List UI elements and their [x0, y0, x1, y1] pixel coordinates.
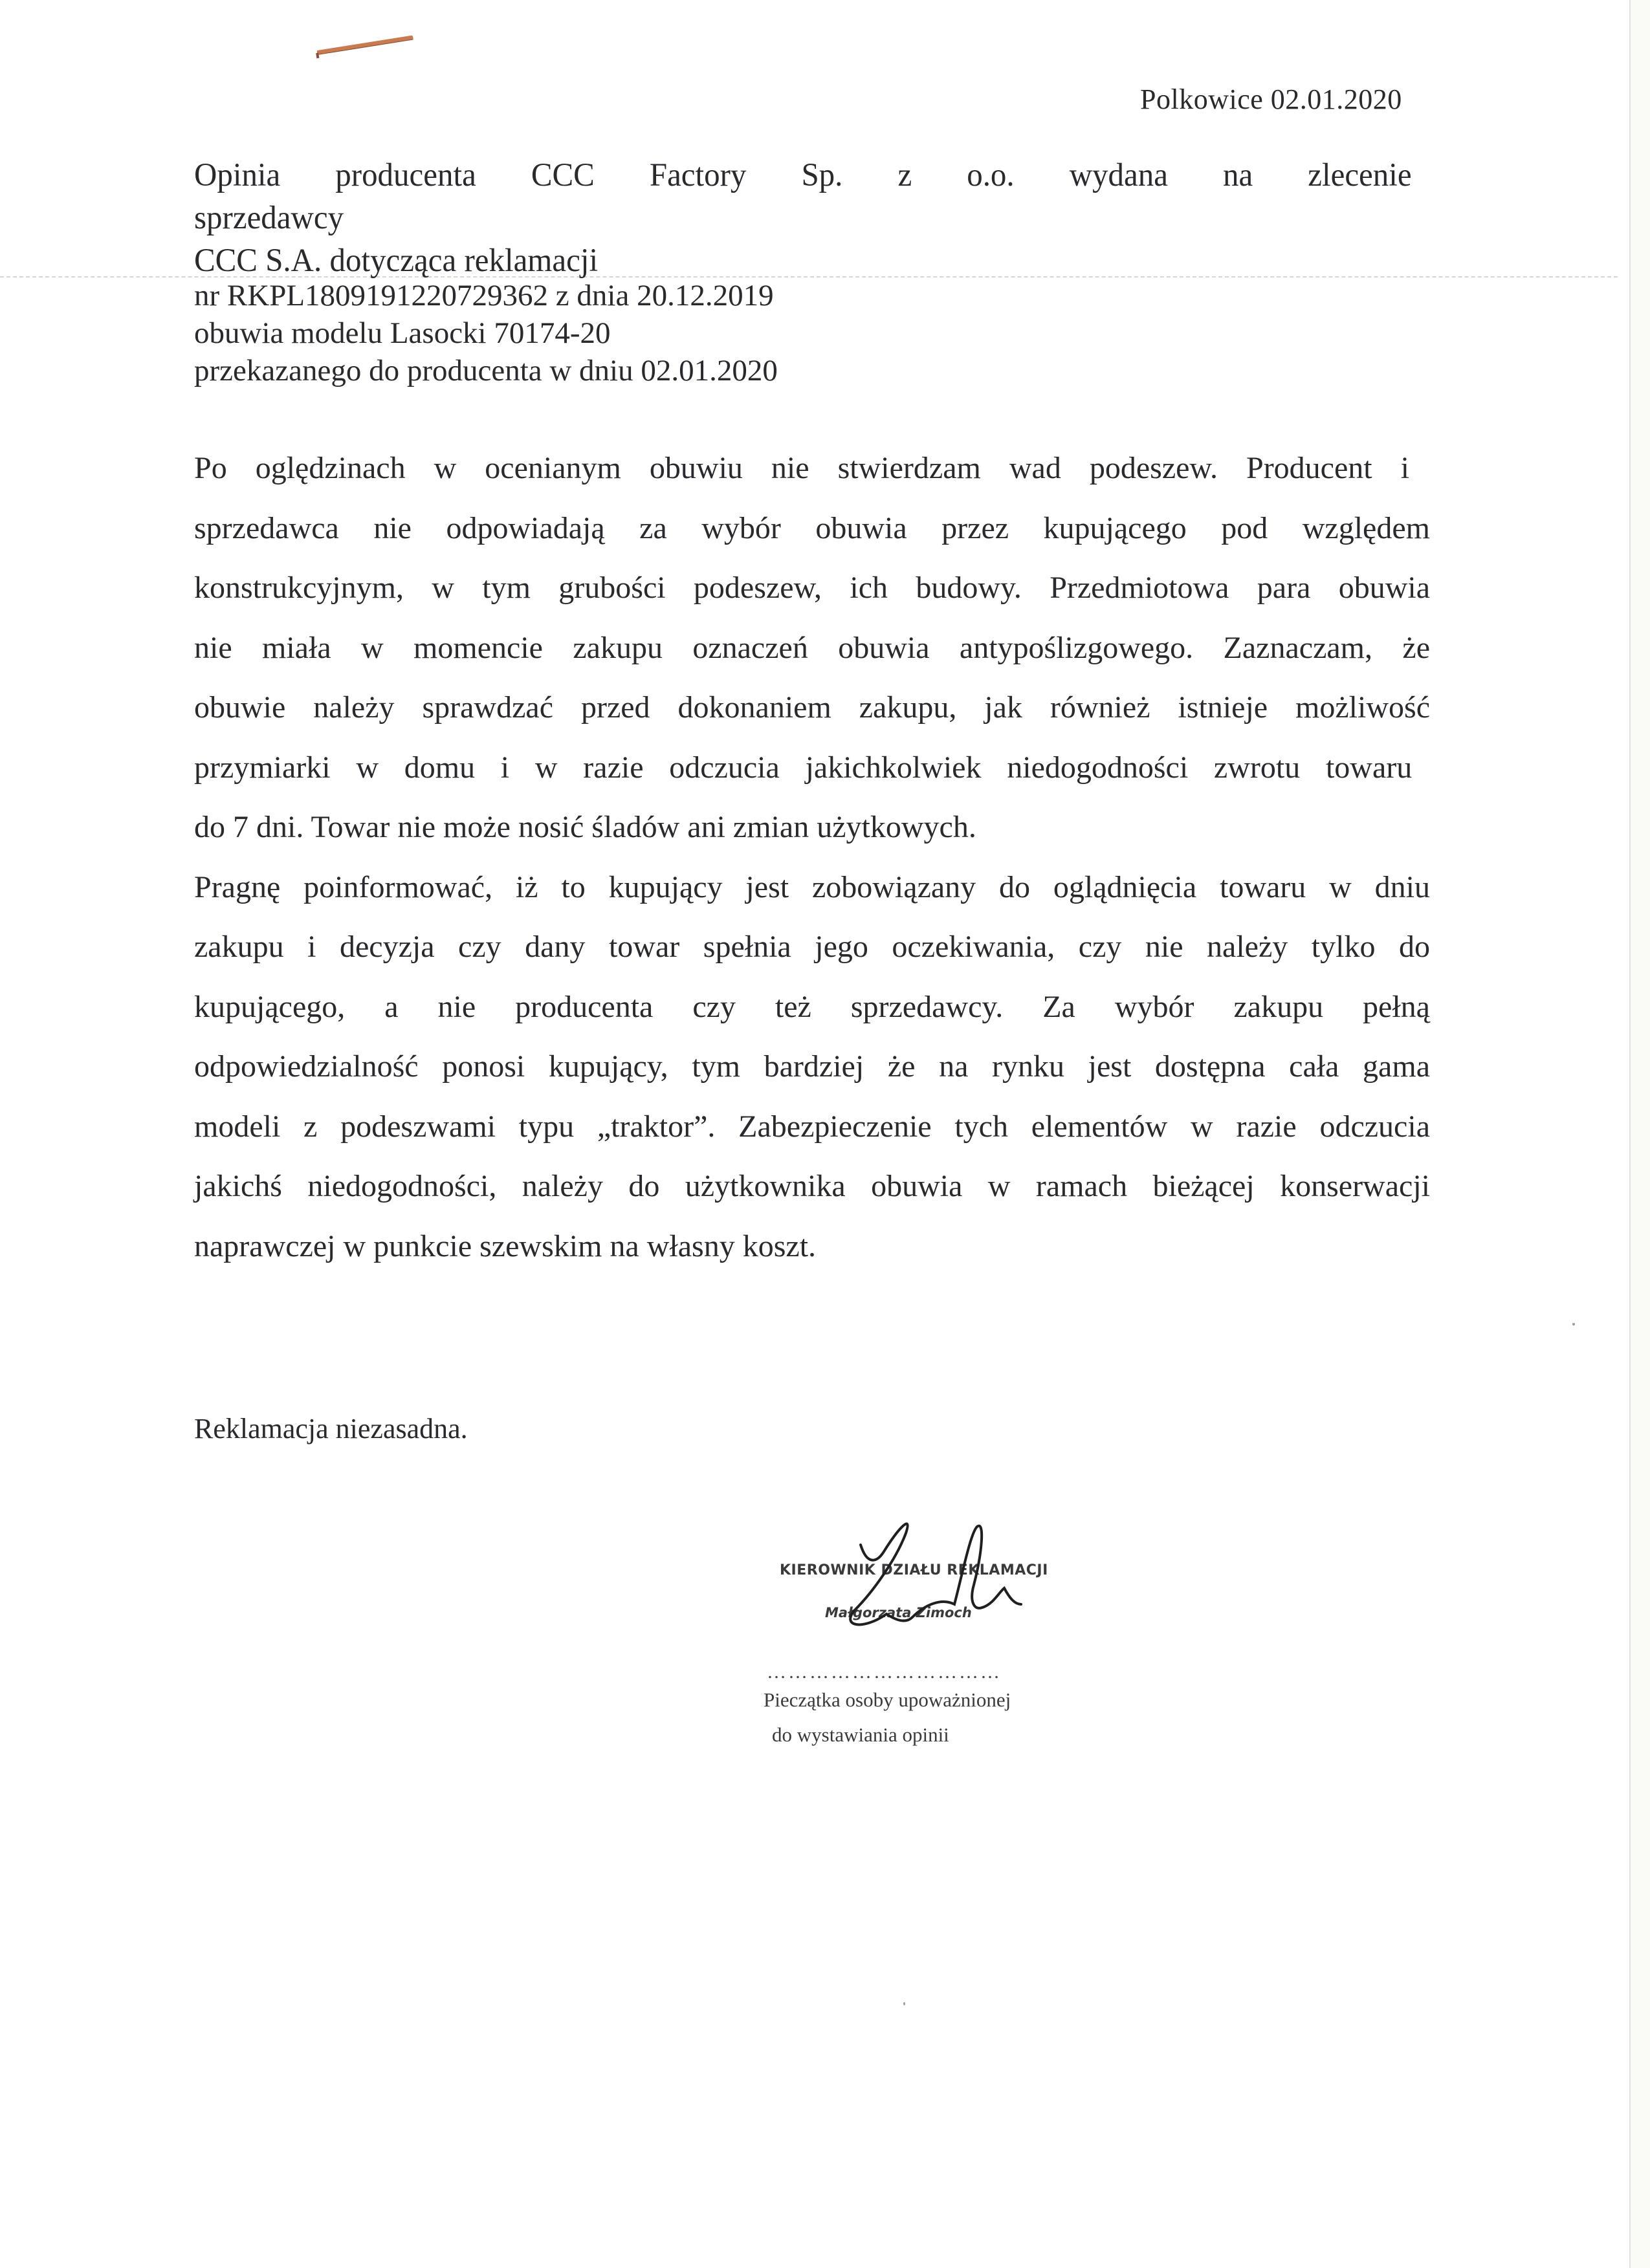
body-line: sprzedawca nie odpowiadają za wybór obuwia przez kupującego pod względem [194, 510, 1430, 545]
body-line: konstrukcyjnym, w tym grubości podeszew, ich budowy. Przedmiotowa para obuwia [194, 571, 1430, 605]
stamp-title: KIEROWNIK DZIAŁU REKLAMACJI [780, 1562, 1048, 1578]
red-pen-mark [317, 36, 413, 54]
title-line [194, 154, 1412, 239]
document-title [194, 154, 1412, 282]
verdict: Reklamacja niezasadna. [194, 1413, 468, 1445]
signature-stroke [912, 1526, 982, 1617]
body-line: odpowiedzialność ponosi kupujący, tym bardziej że na rynku jest dostępna cała gama [194, 1049, 1430, 1084]
body-line: Po oględzinach w ocenianym obuwiu nie stwierdzam wad podeszew. Producent i [194, 451, 1409, 485]
title-line: CCC S.A. dotycząca reklamacji [194, 243, 599, 279]
body-line: nie miała w momencie zakupu oznaczeń obuwia antypoślizgowego. Zaznaczam, że [194, 630, 1430, 665]
reference-block [194, 277, 778, 389]
title-line-text: Opinia producenta CCC Factory Sp. z o.o. wydana na zlecenie sprzedawcy [194, 157, 1412, 236]
place-date: Polkowice 02.01.2020 [1140, 83, 1402, 115]
scan-edge [1629, 0, 1650, 2268]
body-line: naprawczej w punkcie szewskim na własny koszt. [194, 1228, 817, 1263]
opinion-body [194, 439, 1430, 1276]
signature-caption-2: do wystawiania opinii [772, 1723, 949, 1746]
body-line: obuwie należy sprawdzać przed dokonaniem zakupu, jak również istnieje możliwość [194, 690, 1430, 725]
complaint-number: nr RKPL1809191220729362 z dnia 20.12.2019 [194, 279, 774, 312]
body-line: kupującego, a nie producenta czy też sprzedawcy. Za wybór zakupu pełną [194, 989, 1430, 1024]
shoe-model: obuwia modelu Lasocki 70174-20 [194, 316, 611, 350]
signature-stroke [850, 1524, 912, 1625]
handwritten-signature [815, 1507, 1087, 1637]
body-line: do 7 dni. Towar nie może nosić śladów ani zmian użytkowych. [194, 810, 976, 844]
paragraph-2 [194, 858, 1430, 1277]
body-line: przymiarki w domu i w razie odczucia jakichkolwiek niedogodności zwrotu towaru [194, 750, 1413, 785]
scan-speck [903, 2002, 905, 2005]
signature-caption: Pieczątka osoby upoważnionej [764, 1688, 1011, 1711]
transfer-date: przekazanego do producenta w dniu 02.01.2020 [194, 354, 778, 387]
body-line: modeli z podeszwami typu „traktor”. Zabezpieczenie tych elementów w razie odczucia [194, 1109, 1430, 1144]
stamp-name: Małgorzata Zimoch [825, 1605, 972, 1620]
signature-line: …………………………… [767, 1661, 1002, 1683]
body-line: jakichś niedogodności, należy do użytkownika obuwia w ramach bieżącej konserwacji [194, 1169, 1430, 1203]
signature-stroke [982, 1588, 1021, 1608]
body-line: zakupu i decyzja czy dany towar spełnia jego oczekiwania, czy nie należy tylko do [194, 930, 1430, 964]
scan-speck [1572, 1323, 1575, 1325]
paragraph-1 [194, 439, 1430, 858]
body-line: Pragnę poinformować, iż to kupujący jest zobowiązany do oglądnięcia towaru w dniu [194, 869, 1430, 904]
